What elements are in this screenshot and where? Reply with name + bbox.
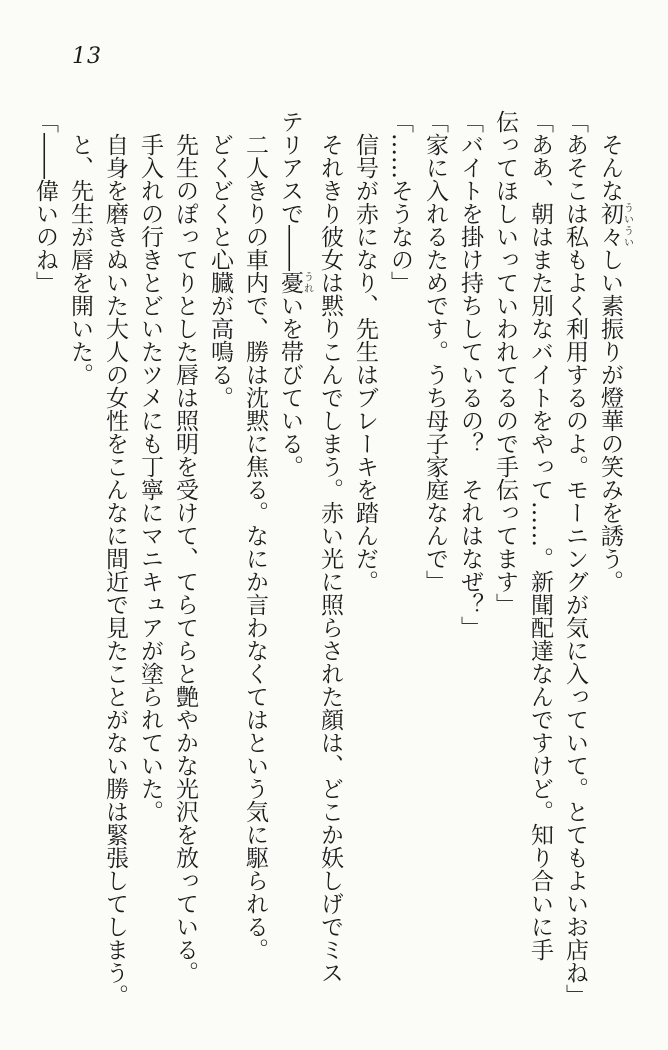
text-line-8: 信号が赤になり、先生はブレーキを踏んだ。 (352, 133, 378, 593)
text-line-2: 「あそこは私もよく利用するのよ。モーニングが気に入っていて。とてもよいお店ね」 (562, 110, 588, 1007)
text-line-13: 先生のぽってりとした唇は照明を受けて、てらてらと艶やかな光沢を放っている。 (172, 133, 198, 984)
text-line-7: 「……そうなの」 (387, 110, 413, 294)
text-line-5: 「バイトを掛け持ちしているの？ それはなぜ？」 (457, 110, 483, 639)
text-line-17: 「――偉いのね」 (32, 110, 58, 294)
page-number: 13 (72, 44, 102, 69)
text-line-4: 伝ってほしいっていわれてるので手伝ってます」 (492, 110, 518, 616)
text-line-12: どくどくと心臓が高鳴る。 (207, 133, 233, 409)
vertical-text-block (27, 110, 632, 1016)
text-line-16: と、先生が唇を開いた。 (67, 133, 93, 386)
text-line-10: テリアスで――憂うれいを帯びている。 (277, 110, 313, 478)
text-line-3: 「ああ、朝はまた別なバイトをやって……。新聞配達なんですけど。知り合いに手 (527, 110, 553, 961)
text-line-15: 自身を磨きぬいた大人の女性をこんなに間近で見たことがない勝は緊張してしまう。 (102, 133, 128, 1007)
text-line-6: 「家に入れるためです。うち母子家庭なんで」 (422, 110, 448, 593)
ruby-annotated-word: 初々ういうい (597, 202, 633, 248)
text-line-11: 二人きりの車内で、勝は沈黙に焦る。なにか言わなくてはという気に駆られる。 (242, 133, 268, 961)
text-line-1: そんな初々ういういしい素振りが燈華の笑みを誘う。 (597, 133, 633, 593)
text-line-14: 手入れの行きとどいたツメにも丁寧にマニキュアが塗られていた。 (137, 133, 163, 823)
ruby-annotated-word: 憂うれ (277, 271, 313, 294)
text-line-9: それきり彼女は黙りこんでしまう。赤い光に照らされた顔は、どこか妖しげでミス (317, 133, 343, 984)
